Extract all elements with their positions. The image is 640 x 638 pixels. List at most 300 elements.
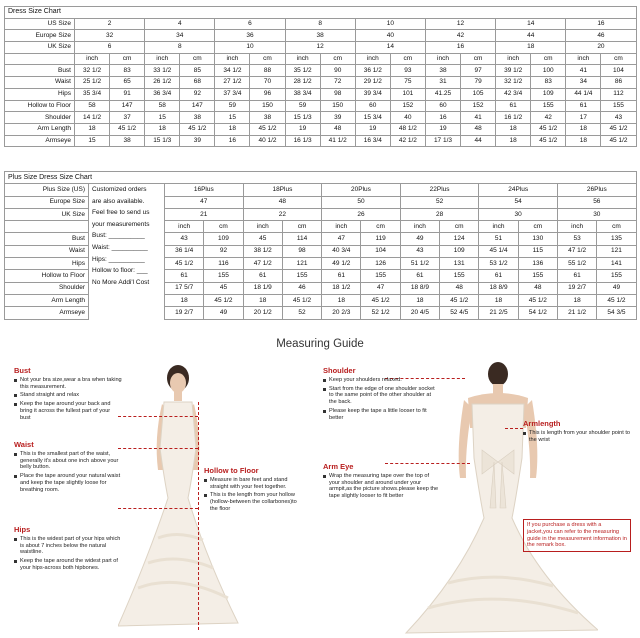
size-value: 8 bbox=[285, 18, 355, 30]
measurement-value: 45 1/2 bbox=[204, 294, 243, 306]
measurement-value: 92 bbox=[180, 88, 215, 100]
unit-inch: inch bbox=[145, 53, 180, 65]
measurement-value: 38 bbox=[425, 65, 460, 77]
size-value: 2 bbox=[75, 18, 145, 30]
unit-inch: inch bbox=[557, 221, 596, 233]
measurement-value: 45 1/2 bbox=[110, 123, 145, 135]
measurement-value: 45 1/2 bbox=[601, 135, 636, 147]
measurement-value: 83 bbox=[110, 65, 145, 77]
measurement-value: 45 1/2 bbox=[531, 123, 566, 135]
measurement-value: 39 bbox=[320, 112, 355, 124]
size-value: 10 bbox=[355, 18, 425, 30]
measurement-label: Hollow to Floor bbox=[5, 100, 75, 112]
size-value: 21 bbox=[165, 208, 244, 220]
measurement-value: 121 bbox=[282, 258, 321, 270]
measurement-row bbox=[5, 65, 637, 77]
measurement-value: 19 bbox=[285, 123, 320, 135]
measurement-value: 32 1/2 bbox=[496, 77, 531, 89]
measurement-value: 20 1/2 bbox=[243, 307, 282, 319]
shoulder-guide bbox=[323, 368, 439, 424]
custom-order-line: are also available. bbox=[92, 197, 145, 205]
measurement-value: 51 bbox=[479, 233, 518, 245]
custom-order-line: Customized orders bbox=[92, 186, 147, 194]
size-value: 24Plus bbox=[479, 184, 558, 196]
measurement-value: 18 bbox=[479, 294, 518, 306]
size-value: 46 bbox=[566, 30, 636, 42]
unit-cm: cm bbox=[361, 221, 400, 233]
size-value: 16 bbox=[425, 42, 495, 54]
measurement-value: 104 bbox=[601, 65, 636, 77]
measurement-value: 47 1/2 bbox=[243, 258, 282, 270]
measurement-value: 109 bbox=[204, 233, 243, 245]
measurement-value: 45 bbox=[243, 233, 282, 245]
measurement-value: 18 8/9 bbox=[400, 282, 439, 294]
measurement-value: 48 bbox=[518, 282, 557, 294]
size-value: 38 bbox=[285, 30, 355, 42]
measurement-value: 19 bbox=[425, 123, 460, 135]
measurement-value: 112 bbox=[601, 88, 636, 100]
measurement-value: 68 bbox=[180, 77, 215, 89]
measurement-value: 60 bbox=[425, 100, 460, 112]
measurement-value: 135 bbox=[597, 233, 636, 245]
measurement-value: 49 bbox=[400, 233, 439, 245]
measurement-value: 45 1/2 bbox=[282, 294, 321, 306]
remark-note: If you purchase a dress with a jacket,you can refer to the measuring guide in the measurement information in the remark box. bbox=[523, 519, 631, 552]
measurement-value: 45 1/2 bbox=[597, 294, 636, 306]
custom-order-line: Feel free to send us bbox=[92, 209, 150, 217]
measurement-value: 18 bbox=[322, 294, 361, 306]
measurement-value: 91 bbox=[110, 88, 145, 100]
measurement-value: 109 bbox=[440, 245, 479, 257]
measurement-value: 61 bbox=[566, 100, 601, 112]
measurement-value: 131 bbox=[440, 258, 479, 270]
size-row bbox=[5, 30, 637, 42]
measurement-value: 55 1/2 bbox=[557, 258, 596, 270]
measurement-value: 155 bbox=[204, 270, 243, 282]
armlength-guide-title: Armlength bbox=[523, 419, 561, 428]
unit-inch: inch bbox=[215, 53, 250, 65]
size-label: Europe Size bbox=[5, 30, 75, 42]
measurement-value: 19 2/7 bbox=[165, 307, 204, 319]
size-value: 52 bbox=[400, 196, 479, 208]
measurement-value: 15 bbox=[145, 112, 180, 124]
measurement-value: 45 1/2 bbox=[250, 123, 285, 135]
unit-inch: inch bbox=[165, 221, 204, 233]
measurement-value: 61 bbox=[322, 270, 361, 282]
measurement-value: 53 bbox=[557, 233, 596, 245]
size-value: 26 bbox=[322, 208, 401, 220]
size-value: 16Plus bbox=[165, 184, 244, 196]
size-value: 6 bbox=[215, 18, 285, 30]
measurement-value: 16 3/4 bbox=[355, 135, 390, 147]
measurement-value: 18 8/9 bbox=[479, 282, 518, 294]
size-value: 40 bbox=[355, 30, 425, 42]
custom-order-line: Bust: __________ bbox=[92, 232, 145, 240]
custom-order-note bbox=[89, 184, 165, 319]
measurement-value: 16 bbox=[215, 135, 250, 147]
size-label: US Size bbox=[5, 18, 75, 30]
measurement-value: 45 bbox=[204, 282, 243, 294]
measurement-value: 31 bbox=[425, 77, 460, 89]
measurement-value: 49 bbox=[204, 307, 243, 319]
measurement-value: 47 bbox=[361, 282, 400, 294]
size-row bbox=[5, 18, 637, 30]
unit-cm: cm bbox=[204, 221, 243, 233]
measurement-value: 34 1/2 bbox=[215, 65, 250, 77]
measurement-value: 25 1/2 bbox=[75, 77, 110, 89]
arm-eye-guide-title: Arm Eye bbox=[323, 462, 354, 471]
unit-cm: cm bbox=[250, 53, 285, 65]
measurement-value: 18 bbox=[496, 135, 531, 147]
measurement-label: Hips bbox=[5, 88, 75, 100]
measurement-value: 155 bbox=[361, 270, 400, 282]
measurement-value: 47 1/2 bbox=[557, 245, 596, 257]
measurement-label: Waist bbox=[5, 77, 75, 89]
measurement-value: 39 1/2 bbox=[496, 65, 531, 77]
measurement-value: 41 bbox=[566, 65, 601, 77]
measuring-guide bbox=[0, 330, 640, 637]
size-value: 8 bbox=[145, 42, 215, 54]
unit-cm: cm bbox=[461, 53, 496, 65]
measurement-value: 150 bbox=[250, 100, 285, 112]
measurement-label: Armseye bbox=[5, 307, 89, 319]
measurement-value: 72 bbox=[320, 77, 355, 89]
measurement-value: 65 bbox=[110, 77, 145, 89]
measurement-value: 43 bbox=[400, 245, 439, 257]
measurement-value: 18 bbox=[215, 123, 250, 135]
unit-cm: cm bbox=[110, 53, 145, 65]
armlength-guide bbox=[523, 421, 633, 445]
measurement-label: Shoulder bbox=[5, 112, 75, 124]
size-row bbox=[5, 184, 637, 196]
measurement-value: 152 bbox=[390, 100, 425, 112]
hips-guide-item: This is the widest part of your hips which is about 7 inches below the natural waistline. bbox=[14, 536, 122, 556]
hollow-guide-item: Measure in bare feet and stand straight with your feet together. bbox=[204, 477, 300, 491]
size-value: 26Plus bbox=[557, 184, 636, 196]
measurement-value: 61 bbox=[479, 270, 518, 282]
size-value: 34 bbox=[145, 30, 215, 42]
size-value: 22 bbox=[243, 208, 322, 220]
measurement-value: 45 1/2 bbox=[601, 123, 636, 135]
size-value: 32 bbox=[75, 30, 145, 42]
measurement-value: 126 bbox=[361, 258, 400, 270]
armlength-guide-item: This is length from your shoulder point to the wrist bbox=[523, 430, 633, 444]
measurement-value: 36 1/2 bbox=[355, 65, 390, 77]
measurement-value: 29 1/2 bbox=[355, 77, 390, 89]
measurement-value: 28 1/2 bbox=[285, 77, 320, 89]
hips-guide bbox=[14, 527, 122, 574]
size-row bbox=[5, 42, 637, 54]
measurement-value: 17 1/3 bbox=[425, 135, 460, 147]
measurement-label: Bust bbox=[5, 233, 89, 245]
measurement-value: 18 bbox=[557, 294, 596, 306]
measurement-value: 54 3/5 bbox=[597, 307, 636, 319]
hips-guide-line bbox=[118, 508, 198, 509]
measurement-value: 20 2/3 bbox=[322, 307, 361, 319]
size-value: 44 bbox=[496, 30, 566, 42]
custom-order-line: your measurements bbox=[92, 220, 150, 228]
measurement-value: 19 bbox=[355, 123, 390, 135]
size-value: 47 bbox=[165, 196, 244, 208]
bust-guide bbox=[14, 368, 122, 424]
size-value: 12 bbox=[285, 42, 355, 54]
measurement-value: 44 1/4 bbox=[566, 88, 601, 100]
size-value: 6 bbox=[75, 42, 145, 54]
measurement-value: 105 bbox=[461, 88, 496, 100]
measurement-value: 155 bbox=[518, 270, 557, 282]
measurement-value: 41 1/2 bbox=[320, 135, 355, 147]
measurement-value: 18 bbox=[566, 123, 601, 135]
measurement-value: 45 1/2 bbox=[518, 294, 557, 306]
measurement-value: 104 bbox=[361, 245, 400, 257]
measurement-value: 36 1/4 bbox=[165, 245, 204, 257]
measurement-value: 52 4/5 bbox=[440, 307, 479, 319]
measurement-value: 35 3/4 bbox=[75, 88, 110, 100]
unit-row bbox=[5, 53, 637, 65]
bust-guide-title: Bust bbox=[14, 366, 31, 375]
measurement-value: 15 bbox=[75, 135, 110, 147]
unit-inch: inch bbox=[355, 53, 390, 65]
size-charts bbox=[4, 6, 636, 316]
measurement-value: 38 bbox=[110, 135, 145, 147]
measurement-value: 32 1/2 bbox=[75, 65, 110, 77]
measurement-value: 34 bbox=[566, 77, 601, 89]
chart-title-row bbox=[5, 7, 637, 19]
measurement-value: 53 1/2 bbox=[479, 258, 518, 270]
measurement-value: 47 bbox=[322, 233, 361, 245]
measurement-value: 60 bbox=[355, 100, 390, 112]
measurement-label: Hips bbox=[5, 258, 89, 270]
measurement-value: 45 1/2 bbox=[440, 294, 479, 306]
measurement-value: 42 1/2 bbox=[390, 135, 425, 147]
hollow-guide-title: Hollow to Floor bbox=[204, 466, 259, 475]
measurement-value: 44 bbox=[461, 135, 496, 147]
size-value: 28 bbox=[400, 208, 479, 220]
measurement-value: 61 bbox=[496, 100, 531, 112]
measurement-value: 90 bbox=[320, 65, 355, 77]
chart-title: Dress Size Chart bbox=[5, 7, 637, 19]
measurement-value: 48 bbox=[461, 123, 496, 135]
measurement-value: 16 bbox=[425, 112, 460, 124]
measurement-value: 18 bbox=[496, 123, 531, 135]
measurement-value: 61 bbox=[243, 270, 282, 282]
measurement-value: 100 bbox=[531, 65, 566, 77]
unit-cm: cm bbox=[518, 221, 557, 233]
measurement-value: 35 1/2 bbox=[285, 65, 320, 77]
arm-eye-guide bbox=[323, 464, 439, 502]
measurement-value: 43 bbox=[165, 233, 204, 245]
unit-cm: cm bbox=[440, 221, 479, 233]
measurement-value: 21 1/2 bbox=[557, 307, 596, 319]
measurement-value: 147 bbox=[180, 100, 215, 112]
shoulder-guide-item: Keep your shoulders relaxed. bbox=[323, 377, 439, 384]
measurement-value: 15 bbox=[215, 112, 250, 124]
measurement-value: 36 3/4 bbox=[145, 88, 180, 100]
measurement-value: 45 1/4 bbox=[479, 245, 518, 257]
measurement-label: Shoulder bbox=[5, 282, 89, 294]
measurement-value: 42 bbox=[531, 112, 566, 124]
measurement-value: 48 1/2 bbox=[390, 123, 425, 135]
size-value: 4 bbox=[145, 18, 215, 30]
measurement-value: 38 3/4 bbox=[285, 88, 320, 100]
measurement-value: 45 1/2 bbox=[361, 294, 400, 306]
measurement-value: 51 1/2 bbox=[400, 258, 439, 270]
measurement-value: 18 1/2 bbox=[322, 282, 361, 294]
measurement-value: 37 3/4 bbox=[215, 88, 250, 100]
size-value: 12 bbox=[425, 18, 495, 30]
size-value: 10 bbox=[215, 42, 285, 54]
measurement-value: 96 bbox=[250, 88, 285, 100]
unit-inch: inch bbox=[425, 53, 460, 65]
measurement-value: 14 1/2 bbox=[75, 112, 110, 124]
hips-guide-title: Hips bbox=[14, 525, 31, 534]
measurement-value: 18 bbox=[566, 135, 601, 147]
measurement-value: 124 bbox=[440, 233, 479, 245]
bust-guide-line bbox=[118, 416, 198, 417]
chart-title: Plus Size Dress Size Chart bbox=[5, 172, 637, 184]
hips-guide-item: Keep the tape around the widest part of your hips-across both hipbones. bbox=[14, 558, 122, 572]
measurement-label: Bust bbox=[5, 65, 75, 77]
measurement-value: 38 1/2 bbox=[243, 245, 282, 257]
measurement-value: 59 bbox=[285, 100, 320, 112]
measurement-value: 114 bbox=[282, 233, 321, 245]
unit-inch: inch bbox=[75, 53, 110, 65]
size-value: 30 bbox=[479, 208, 558, 220]
blank-cell bbox=[5, 221, 89, 233]
measurement-label: Waist bbox=[5, 245, 89, 257]
size-value: 22Plus bbox=[400, 184, 479, 196]
size-value: 30 bbox=[557, 208, 636, 220]
measurement-value: 42 3/4 bbox=[496, 88, 531, 100]
size-label: UK Size bbox=[5, 42, 75, 54]
hollow-guide-line bbox=[198, 402, 199, 630]
size-value: 20Plus bbox=[322, 184, 401, 196]
measurement-value: 116 bbox=[204, 258, 243, 270]
measurement-row bbox=[5, 123, 637, 135]
bust-guide-item: Not your bra size,wear a bra when taking this measurement. bbox=[14, 377, 122, 391]
size-value: 14 bbox=[496, 18, 566, 30]
bust-guide-item: Keep the tape around your back and bring it across the fullest part of your bust bbox=[14, 401, 122, 421]
shoulder-guide-title: Shoulder bbox=[323, 366, 356, 375]
measurement-value: 86 bbox=[601, 77, 636, 89]
measurement-value: 18 bbox=[145, 123, 180, 135]
custom-order-line: Hips: __________ bbox=[92, 255, 145, 263]
measurement-value: 101 bbox=[390, 88, 425, 100]
unit-cm: cm bbox=[597, 221, 636, 233]
bust-guide-item: Stand straight and relax bbox=[14, 392, 122, 399]
waist-guide-line bbox=[118, 448, 198, 449]
measurement-value: 46 bbox=[282, 282, 321, 294]
guide-title: Measuring Guide bbox=[276, 338, 364, 350]
measurement-value: 83 bbox=[531, 77, 566, 89]
waist-guide-title: Waist bbox=[14, 440, 34, 449]
blank-cell bbox=[5, 53, 75, 65]
size-value: 16 bbox=[566, 18, 636, 30]
measurement-value: 39 3/4 bbox=[355, 88, 390, 100]
measurement-value: 61 bbox=[557, 270, 596, 282]
measurement-row bbox=[5, 77, 637, 89]
measurement-value: 97 bbox=[461, 65, 496, 77]
measurement-value: 45 1/2 bbox=[531, 135, 566, 147]
measurement-value: 88 bbox=[250, 65, 285, 77]
measurement-value: 15 1/3 bbox=[285, 112, 320, 124]
unit-cm: cm bbox=[282, 221, 321, 233]
measurement-value: 52 1/2 bbox=[361, 307, 400, 319]
size-value: 50 bbox=[322, 196, 401, 208]
measurement-value: 18 1/9 bbox=[243, 282, 282, 294]
measurement-value: 15 3/4 bbox=[355, 112, 390, 124]
measurement-value: 45 1/2 bbox=[180, 123, 215, 135]
front-neck bbox=[174, 391, 182, 401]
unit-inch: inch bbox=[322, 221, 361, 233]
measurement-value: 40 1/2 bbox=[250, 135, 285, 147]
size-value: 14 bbox=[355, 42, 425, 54]
measurement-value: 93 bbox=[390, 65, 425, 77]
measurement-value: 85 bbox=[180, 65, 215, 77]
size-value: 18Plus bbox=[243, 184, 322, 196]
unit-inch: inch bbox=[479, 221, 518, 233]
measurement-value: 98 bbox=[282, 245, 321, 257]
unit-cm: cm bbox=[601, 53, 636, 65]
measurement-value: 70 bbox=[250, 77, 285, 89]
measurement-label: Armseye bbox=[5, 135, 75, 147]
measurement-value: 130 bbox=[518, 233, 557, 245]
unit-inch: inch bbox=[496, 53, 531, 65]
waist-guide-item: Place the tape around your natural waist and keep the tape slightly loose for breathing room. bbox=[14, 473, 122, 493]
back-neck bbox=[493, 384, 503, 394]
plus-size-chart bbox=[4, 171, 637, 320]
measurement-row bbox=[5, 135, 637, 147]
dress-size-chart bbox=[4, 6, 637, 147]
measurement-value: 41.25 bbox=[425, 88, 460, 100]
measurement-row bbox=[5, 112, 637, 124]
measurement-value: 43 bbox=[601, 112, 636, 124]
measurement-value: 92 bbox=[204, 245, 243, 257]
measurement-value: 26 1/2 bbox=[145, 77, 180, 89]
unit-cm: cm bbox=[320, 53, 355, 65]
measurement-value: 40 bbox=[390, 112, 425, 124]
measurement-row bbox=[5, 100, 637, 112]
armlength-guide-line bbox=[505, 428, 523, 429]
measurement-value: 58 bbox=[145, 100, 180, 112]
unit-cm: cm bbox=[180, 53, 215, 65]
unit-inch: inch bbox=[285, 53, 320, 65]
measurement-value: 109 bbox=[531, 88, 566, 100]
shoulder-guide-item: Please keep the tape a little looser to fit better bbox=[323, 408, 439, 422]
measurement-value: 38 bbox=[250, 112, 285, 124]
measurement-value: 16 1/2 bbox=[496, 112, 531, 124]
hollow-guide bbox=[204, 468, 300, 515]
custom-order-line: No More Addi'l Cost bbox=[92, 278, 150, 286]
measurement-value: 150 bbox=[320, 100, 355, 112]
measurement-value: 18 bbox=[165, 294, 204, 306]
measurement-value: 17 bbox=[566, 112, 601, 124]
measurement-value: 37 bbox=[110, 112, 145, 124]
waist-guide bbox=[14, 442, 122, 496]
unit-inch: inch bbox=[243, 221, 282, 233]
measurement-value: 40 3/4 bbox=[322, 245, 361, 257]
measurement-value: 61 bbox=[400, 270, 439, 282]
measurement-value: 155 bbox=[601, 100, 636, 112]
shoulder-guide-item: Start from the edge of one shoulder socket to the same point of the other shoulder at the back. bbox=[323, 386, 439, 406]
measurement-value: 119 bbox=[361, 233, 400, 245]
size-label: Europe Size bbox=[5, 196, 89, 208]
measurement-value: 18 bbox=[75, 123, 110, 135]
size-value: 54 bbox=[479, 196, 558, 208]
measurement-value: 155 bbox=[531, 100, 566, 112]
measurement-value: 121 bbox=[597, 245, 636, 257]
chart-title-row bbox=[5, 172, 637, 184]
